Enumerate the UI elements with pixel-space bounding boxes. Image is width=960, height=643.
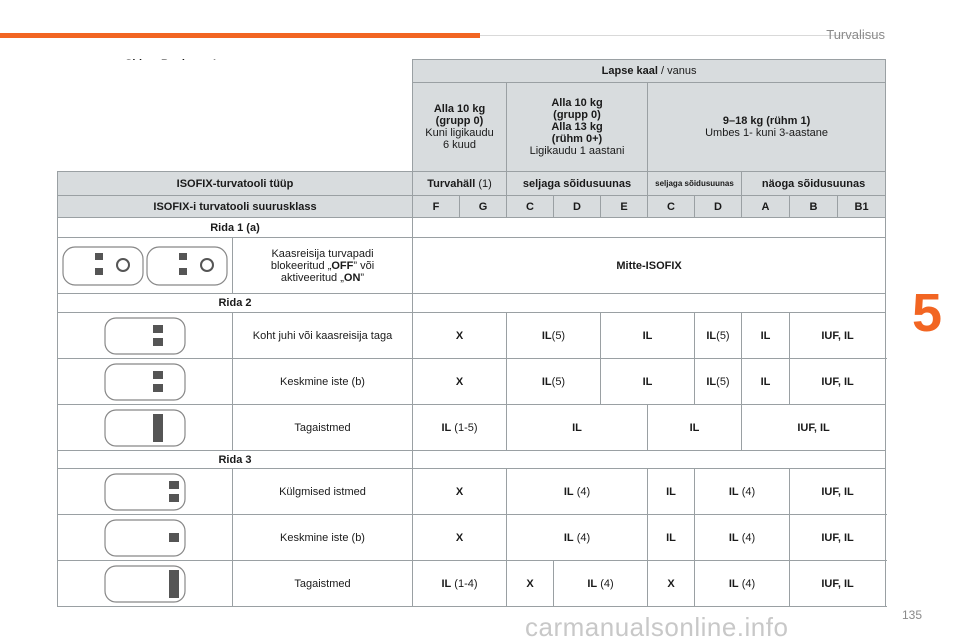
- seat-label: Keskmine iste (b): [233, 515, 413, 561]
- size-class: C: [507, 196, 554, 218]
- seat-label: Koht juhi või kaasreisija taga: [233, 313, 413, 359]
- cell-value: IL: [742, 313, 790, 359]
- weight-age-header: Lapse kaal / vanus: [413, 60, 886, 83]
- type-rear-facing: seljaga sõidusuunas: [507, 172, 648, 196]
- size-class: A: [742, 196, 790, 218]
- cell-value: IUF, IL: [790, 313, 886, 359]
- cell-value: IUF, IL: [790, 515, 886, 561]
- top-accent-bar: [0, 33, 480, 38]
- seat-label: Külgmised istmed: [233, 469, 413, 515]
- cell-value: X: [648, 561, 695, 607]
- cell-value: X: [413, 313, 507, 359]
- cell-value: IL(5): [695, 313, 742, 359]
- cell-value: IL: [601, 313, 695, 359]
- row2-seat-diagram: [58, 359, 233, 405]
- cell-value: X: [413, 515, 507, 561]
- group-1-header: 9–18 kg (rühm 1) Umbes 1- kuni 3-aastane: [648, 83, 886, 172]
- row3-seat-diagram: [58, 469, 233, 515]
- car-seat-icon: [103, 408, 187, 448]
- size-class: E: [601, 196, 648, 218]
- cell-value: IL (4): [507, 515, 648, 561]
- cell-value: X: [413, 359, 507, 405]
- car-seat-icon: [103, 316, 187, 356]
- size-class: B1: [838, 196, 886, 218]
- size-class: B: [790, 196, 838, 218]
- car-seat-icon: [103, 518, 187, 558]
- cell-value: IUF, IL: [790, 469, 886, 515]
- cell-value: IL(5): [507, 313, 601, 359]
- cell-value: IL: [648, 405, 742, 451]
- cell-value: X: [507, 561, 554, 607]
- cell-value: IL: [507, 405, 648, 451]
- cell-value: IL: [742, 359, 790, 405]
- car-seat-icon: [103, 472, 187, 512]
- group-0plus-header: Alla 10 kg (grupp 0) Alla 13 kg (rühm 0+) Ligikaudu 1 aastani: [507, 83, 648, 172]
- size-class: G: [460, 196, 507, 218]
- row3-seat-diagram: [58, 515, 233, 561]
- row2-seat-diagram: [58, 405, 233, 451]
- cell-value: IUF, IL: [742, 405, 886, 451]
- type-rear-facing-2: seljaga sõidusuunas: [648, 172, 742, 196]
- cell-value: IL(5): [507, 359, 601, 405]
- cell-value: X: [413, 469, 507, 515]
- cell-value: IL: [648, 469, 695, 515]
- cell-value: IL: [601, 359, 695, 405]
- watermark: carmanualsonline.info: [525, 612, 789, 642]
- cell-value: IUF, IL: [790, 561, 886, 607]
- row-3-title: Rida 3: [58, 451, 413, 469]
- non-isofix-value: Mitte-ISOFIX: [413, 238, 886, 294]
- car-seat-icon: [103, 564, 187, 604]
- row3-seat-diagram: [58, 561, 233, 607]
- size-class: D: [554, 196, 601, 218]
- type-carrycot: Turvahäll (1): [413, 172, 507, 196]
- seat-label: Tagaistmed: [233, 405, 413, 451]
- front-seat-diagram: [58, 238, 233, 294]
- seat-label: Keskmine iste (b): [233, 359, 413, 405]
- cell-value: IL (4): [695, 469, 790, 515]
- cell-value: IL (4): [554, 561, 648, 607]
- chapter-number: 5: [911, 283, 942, 343]
- cell-value: IL (4): [507, 469, 648, 515]
- size-class: C: [648, 196, 695, 218]
- isofix-table: [57, 59, 886, 607]
- cell-value: IL (1-5): [413, 405, 507, 451]
- row-2-title: Rida 2: [58, 294, 413, 313]
- isofix-type-label: ISOFIX-turvatooli tüüp: [58, 172, 413, 196]
- cell-value: IL(5): [695, 359, 742, 405]
- page-number: 135: [901, 608, 922, 622]
- cell-value: IL (4): [695, 561, 790, 607]
- top-divider: [480, 35, 880, 36]
- cell-value: IUF, IL: [790, 359, 886, 405]
- group-0-header: Alla 10 kg (grupp 0) Kuni ligikaudu 6 kuud: [413, 83, 507, 172]
- type-forward-facing: näoga sõidusuunas: [742, 172, 886, 196]
- car-seat-icon: [103, 362, 187, 402]
- cell-value: IL: [648, 515, 695, 561]
- section-title: Turvalisus: [826, 27, 885, 42]
- cell-value: IL (4): [695, 515, 790, 561]
- isofix-size-class-label: ISOFIX-i turvatooli suurusklass: [58, 196, 413, 218]
- seat-label: Tagaistmed: [233, 561, 413, 607]
- size-class: D: [695, 196, 742, 218]
- size-class: F: [413, 196, 460, 218]
- row-1-title: Rida 1 (a): [58, 218, 413, 238]
- row-1-description: Kaasreisija turvapadi blokeeritud „OFF” või aktiveeritud „ON”: [233, 238, 413, 294]
- front-seat-car-icon: [61, 243, 229, 289]
- row2-seat-diagram: [58, 313, 233, 359]
- cell-value: IL (1-4): [413, 561, 507, 607]
